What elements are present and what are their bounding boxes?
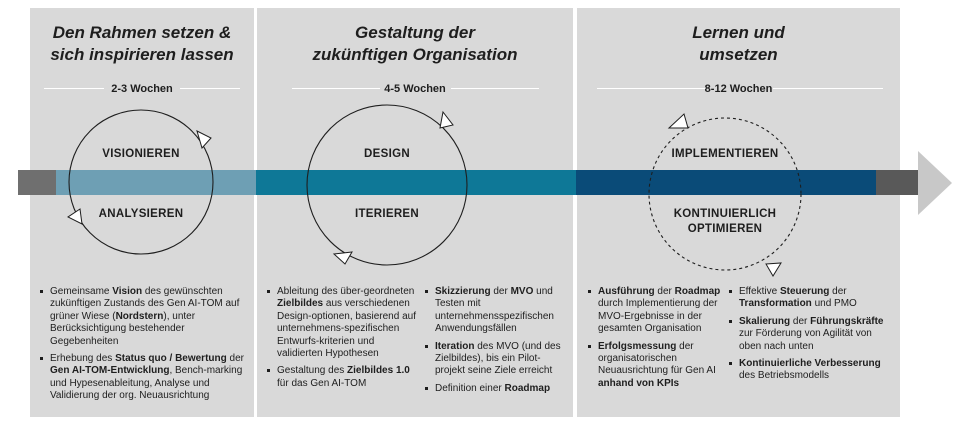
bullet-text-bold: Führungskräfte (810, 315, 884, 327)
bullet-list-phase-2-right (425, 286, 565, 400)
bullet-list-phase-3-left (588, 286, 721, 395)
bullet-text: der (829, 286, 847, 297)
bullet-text: zur Förderung von Agilität von oben nach unten (739, 328, 872, 352)
bullet-text: Gemeinsame (50, 286, 113, 297)
bullet-text-bold: anhand von KPIs (598, 377, 680, 389)
bullet-item (267, 286, 417, 360)
cycle-1 (68, 110, 213, 254)
bullet-text-bold: Status quo / Bewertung (115, 353, 227, 365)
cycle-arrow-icon (766, 263, 781, 276)
bullet-item (40, 353, 248, 403)
bullet-item (40, 286, 248, 348)
cycle-arrow-icon (669, 114, 688, 128)
cycle-arrow-icon (197, 131, 211, 148)
bullet-text: Gestaltung des (277, 365, 348, 377)
bullet-item (267, 365, 417, 390)
bullet-text: Erhebung des (50, 353, 116, 365)
cycle-2 (307, 105, 467, 265)
bullet-text: und PMO (811, 298, 857, 310)
bullet-text-bold: Ausführung (598, 286, 655, 297)
bullet-text-bold: Kontinuierliche Verbesserung (739, 358, 881, 370)
phase-title-line: Den Rahmen setzen & (52, 23, 232, 42)
bullet-text: des gewünschten zukünftigen Zustands des Gen AI-TOM auf grüner Wiese ( (50, 286, 240, 322)
bullet-text: der (490, 286, 511, 297)
bullet-list-phase-3-right (729, 286, 895, 388)
bullet-text: des Betriebsmodells (739, 370, 830, 382)
bullet-text: aus verschiedenen Design-optionen, basierend auf unternehmens-spezifischen Entwurfs-kriterien und validierten Hypothesen (277, 298, 416, 360)
bullet-text-bold: Zielbildes 1.0 (347, 365, 410, 377)
bullet-text-bold: Erfolgsmessung (598, 340, 677, 352)
bullet-text-bold: Iteration (435, 340, 475, 352)
bullet-item (425, 341, 565, 378)
cycle-label-analysieren: ANALYSIEREN (98, 208, 184, 220)
phase-title-line: umsetzen (699, 45, 778, 64)
bullet-text: und Testen mit unternehmensspezifischen Anwendungsfällen (435, 286, 554, 335)
bullet-text-bold: Gen AI-TOM-Entwicklung (50, 365, 170, 377)
phase-title-line: zukünftigen Organisation (312, 45, 518, 64)
cycle-label-design: DESIGN (364, 148, 410, 160)
bullet-text: durch Implementierung der MVO-Ergebnisse in der gesamten Organisation (598, 298, 718, 335)
bullet-text: Definition einer (435, 382, 505, 394)
bullet-item (729, 316, 895, 353)
bullet-text-bold: Steuerung (779, 286, 830, 297)
cycle-label-visionieren: VISIONIEREN (102, 148, 180, 160)
bullet-text: für das Gen AI-TOM (277, 377, 367, 389)
bullet-text: der organisatorischen Neuausrichtung für Gen AI (598, 340, 716, 377)
bullet-text: ), unter Berücksichtigung bestehender Gegebenheiten (50, 310, 196, 347)
cycle-label-iterieren: ITERIEREN (354, 208, 420, 220)
bullet-text: , Bench-marking und Hypesenableitung, Analyse und Validierung der org. Neuausrichtung (50, 365, 243, 402)
bullet-text-bold: Roadmap (674, 286, 721, 297)
duration-label-2: 4-5 Wochen (384, 83, 446, 95)
cycle-3 (649, 114, 801, 276)
duration-label-3: 8-12 Wochen (704, 83, 773, 95)
bullet-text: Effektive (739, 286, 780, 297)
cycle-label-line: OPTIMIEREN (687, 223, 763, 235)
bullet-text-bold: Skizzierung (435, 286, 491, 297)
bullet-text: der (226, 353, 244, 365)
cycle-label-line: KONTINUIERLICH (673, 208, 777, 220)
duration-label-1: 2-3 Wochen (111, 83, 173, 95)
bullet-item (588, 286, 721, 336)
bullet-text: Ableitung des über-geordneten (277, 286, 415, 297)
bullet-item (729, 286, 895, 311)
phase-title-line: Gestaltung der (355, 23, 475, 42)
bullet-item (425, 383, 565, 395)
bullet-item (425, 286, 565, 336)
bullet-text-bold: Zielbildes (277, 298, 324, 310)
bullet-text: des MVO (und des Zielbildes), bis ein Pilot-projekt seine Ziele erreicht (435, 340, 561, 377)
cycle-arrow-icon (440, 112, 453, 128)
cycle-label-implementieren: IMPLEMENTIEREN (671, 148, 779, 160)
bullet-text-bold: Roadmap (504, 382, 551, 394)
bullet-item (729, 358, 895, 383)
cycle-arrow-icon (334, 252, 352, 264)
bullet-text-bold: MVO (510, 286, 534, 297)
bullet-text-bold: Skalierung (739, 315, 791, 327)
bullet-text-bold: Vision (112, 286, 143, 297)
bullet-text: der (654, 286, 675, 297)
bullet-text-bold: Transformation (739, 298, 812, 310)
bullet-list-phase-1 (40, 286, 248, 408)
bullet-text: der (790, 315, 811, 327)
bullet-list-phase-2-left (267, 286, 417, 395)
phase-title-line: Lernen und (692, 23, 785, 42)
phase-title-line: sich inspirieren lassen (50, 45, 234, 64)
bullet-item (588, 341, 721, 391)
bullet-text-bold: Nordstern (115, 310, 164, 322)
cycle-label-kontinuierlich (650, 207, 800, 237)
